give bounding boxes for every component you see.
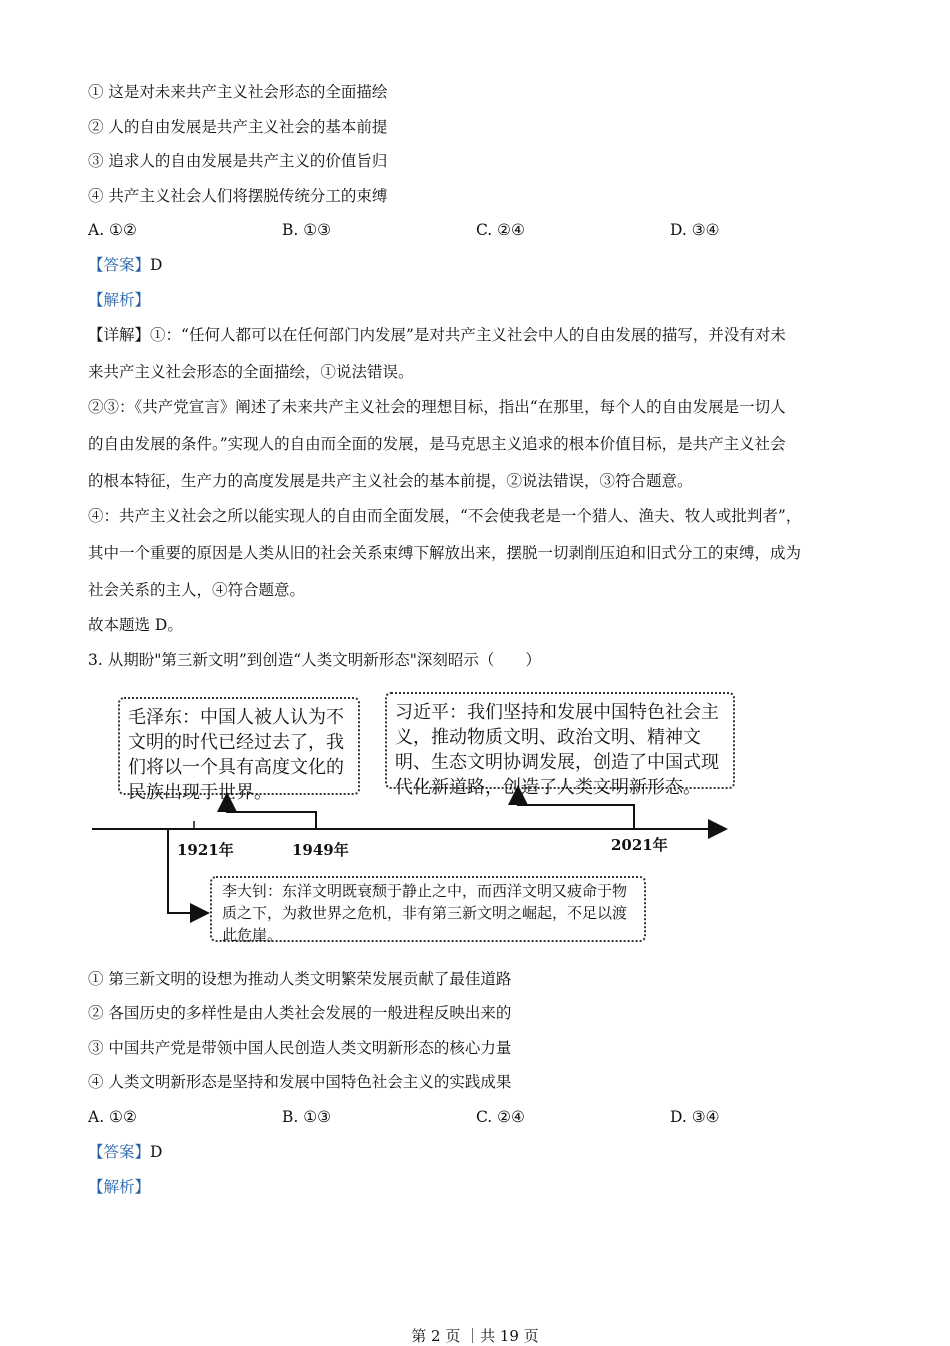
xi-quote-box: 习近平：我们坚持和发展中国特色社会主义，推动物质文明、政治文明、精神文明、生态文明协调发展，创造了中国式现代化新道路，创造了人类文明新形态。 xyxy=(385,692,735,789)
q2-statement-2: ② 人的自由发展是共产主义社会的基本前提 xyxy=(88,118,388,136)
year-1921: 1921年 xyxy=(177,841,234,859)
q3-statement-4: ④ 人类文明新形态是坚持和发展中国特色社会主义的实践成果 xyxy=(88,1073,512,1091)
q2-detail-line-5: 的根本特征，生产力的高度发展是共产主义社会的基本前提，②说法错误，③符合题意。 xyxy=(88,472,693,490)
q2-statement-1: ① 这是对未来共产主义社会形态的全面描绘 xyxy=(88,83,388,101)
q2-detail-line-1: 【详解】①：“任何人都可以在任何部门内发展”是对共产主义社会中人的自由发展的描写，并没有对未 xyxy=(88,326,786,344)
q3-statement-2: ② 各国历史的多样性是由人类社会发展的一般进程反映出来的 xyxy=(88,1004,512,1022)
page-footer: 第 2 页 ｜共 19 页 xyxy=(411,1327,539,1345)
q2-statement-3: ③ 追求人的自由发展是共产主义的价值旨归 xyxy=(88,152,388,170)
mao-quote-box: 毛泽东：中国人被人认为不文明的时代已经过去了，我们将以一个具有高度文化的民族出现于世界。 xyxy=(118,697,360,795)
q2-statement-4: ④ 共产主义社会人们将摆脱传统分工的束缚 xyxy=(88,187,388,205)
q2-detail-line-2: 来共产主义社会形态的全面描绘，①说法错误。 xyxy=(88,363,414,381)
q2-option-a: A. ①② xyxy=(88,221,137,239)
answer-tag: 【答案】 xyxy=(88,256,151,274)
answer-tag: 【答案】 xyxy=(88,1143,151,1161)
q3-stem: 3. 从期盼"第三新文明”到创造“人类文明新形态"深刻昭示（ ） xyxy=(88,651,541,669)
q2-detail-line-6: ④：共产主义社会之所以能实现人的自由而全面发展，“不会使我老是一个猎人、渔夫、牧人或批判者”， xyxy=(88,507,802,525)
li-quote-box: 李大钊：东洋文明既衰颓于静止之中，而西洋文明又疲命于物质之下，为救世界之危机，非有第三新文明之崛起，不足以渡此危崖。 xyxy=(210,876,646,942)
year-1949: 1949年 xyxy=(292,841,349,859)
q3-option-d: D. ③④ xyxy=(670,1108,720,1126)
q3-statement-1: ① 第三新文明的设想为推动人类文明繁荣发展贡献了最佳道路 xyxy=(88,970,512,988)
q2-option-b: B. ①③ xyxy=(282,221,332,239)
q2-answer xyxy=(88,255,162,275)
q2-detail-line-8: 社会关系的主人，④符合题意。 xyxy=(88,581,306,599)
year-2021: 2021年 xyxy=(611,836,668,854)
q2-conclusion: 故本题选 D。 xyxy=(88,616,183,634)
q3-analysis-tag: 【解析】 xyxy=(88,1178,151,1196)
q3-timeline-figure xyxy=(88,685,738,950)
q2-detail-line-7: 其中一个重要的原因是人类从旧的社会关系束缚下解放出来，摆脱一切剥削压迫和旧式分工的束缚，成为 xyxy=(88,544,802,562)
q2-options xyxy=(88,220,888,240)
q2-option-d: D. ③④ xyxy=(670,221,720,239)
q3-statement-3: ③ 中国共产党是带领中国人民创造人类文明新形态的核心力量 xyxy=(88,1039,512,1057)
q3-option-c: C. ②④ xyxy=(476,1108,525,1126)
q3-option-a: A. ①② xyxy=(88,1108,137,1126)
q3-option-b: B. ①③ xyxy=(282,1108,332,1126)
q3-answer xyxy=(88,1142,162,1162)
detail-tag: 【详解】 xyxy=(88,326,151,344)
q2-analysis-tag: 【解析】 xyxy=(88,291,151,309)
answer-value: D xyxy=(150,1143,163,1161)
q2-option-c: C. ②④ xyxy=(476,221,525,239)
q2-detail-line-3: ②③：《共产党宣言》阐述了未来共产主义社会的理想目标，指出“在那里，每个人的自由发展是一切人 xyxy=(88,398,786,416)
q3-options xyxy=(88,1107,888,1127)
answer-value: D xyxy=(150,256,163,274)
q2-detail-line-4: 的自由发展的条件。”实现人的自由而全面的发展，是马克思主义追求的根本价值目标，是共产主义社会 xyxy=(88,435,786,453)
